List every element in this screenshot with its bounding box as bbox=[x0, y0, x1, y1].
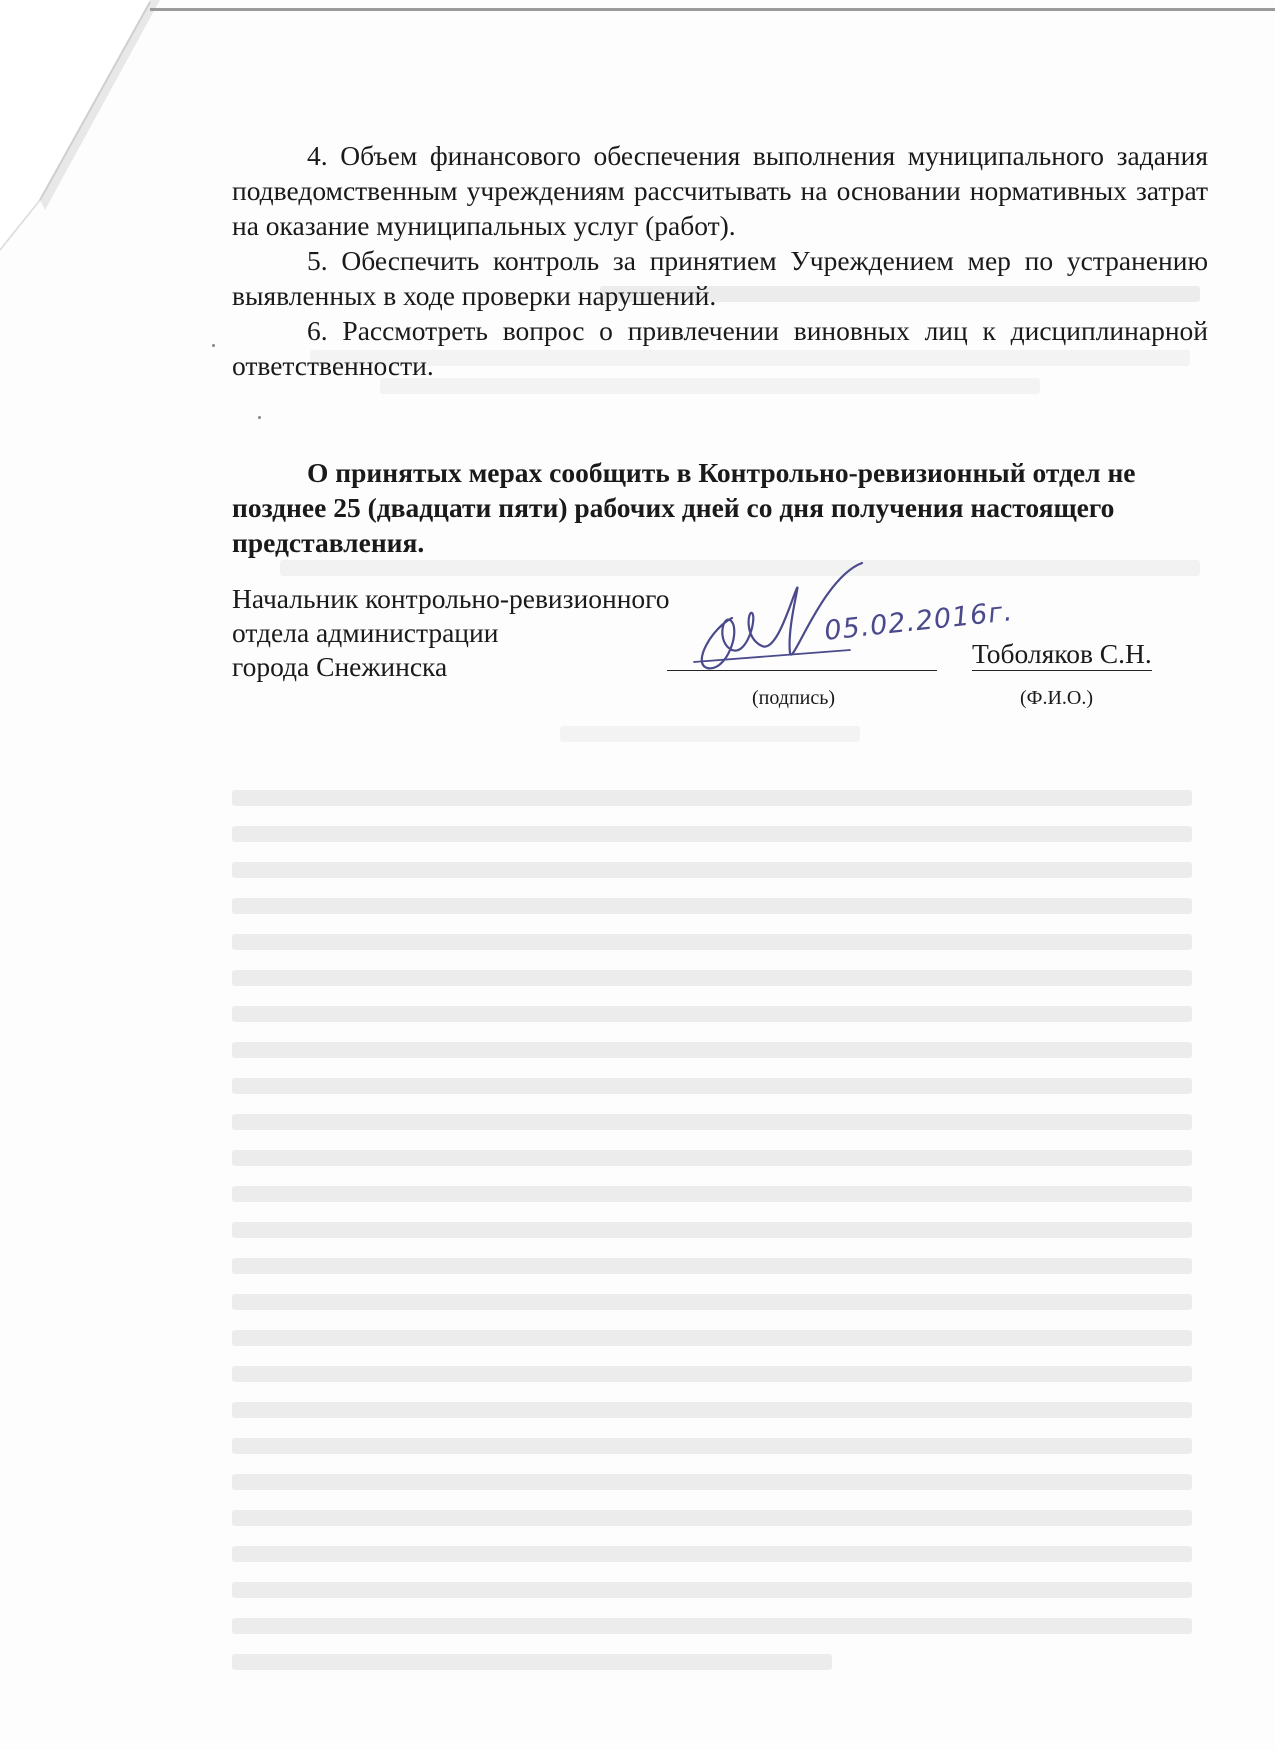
signer-title-line: Начальник контрольно-ревизионного bbox=[232, 583, 670, 614]
signature-block bbox=[232, 582, 1208, 712]
top-edge-shadow bbox=[150, 8, 1275, 11]
document-body bbox=[232, 138, 1208, 712]
signature-caption: (подпись) bbox=[752, 687, 836, 709]
signer-name: Тоболяков С.Н. bbox=[972, 638, 1152, 669]
signer-title-line: города Снежинска bbox=[232, 651, 448, 682]
folded-corner bbox=[0, 0, 160, 260]
paragraph-6: 6. Рассмотреть вопрос о привлечении виновных лиц к дисциплинарной ответственности. bbox=[232, 315, 1208, 381]
paragraph-4: 4. Объем финансового обеспечения выполнения муниципального задания подведомственным учреждениям рассчитывать на основании нормативных затрат на оказание муниципальных услуг (работ). bbox=[232, 140, 1208, 241]
name-caption: (Ф.И.О.) bbox=[1020, 687, 1094, 709]
notice-text: О принятых мерах сообщить в Контрольно-ревизионный отдел не позднее 25 (двадцати пяти) рабочих дней со дня получения настоящего представления. bbox=[232, 457, 1136, 558]
signer-title-line: отдела администрации bbox=[232, 617, 499, 648]
signer-title bbox=[232, 582, 670, 684]
paragraph-5: 5. Обеспечить контроль за принятием Учреждением мер по устранению выявленных в ходе проверки нарушений. bbox=[232, 245, 1208, 311]
signature-line bbox=[667, 670, 937, 671]
speck bbox=[212, 344, 215, 347]
handwritten-date: 05.02.2016г. bbox=[822, 596, 1015, 647]
